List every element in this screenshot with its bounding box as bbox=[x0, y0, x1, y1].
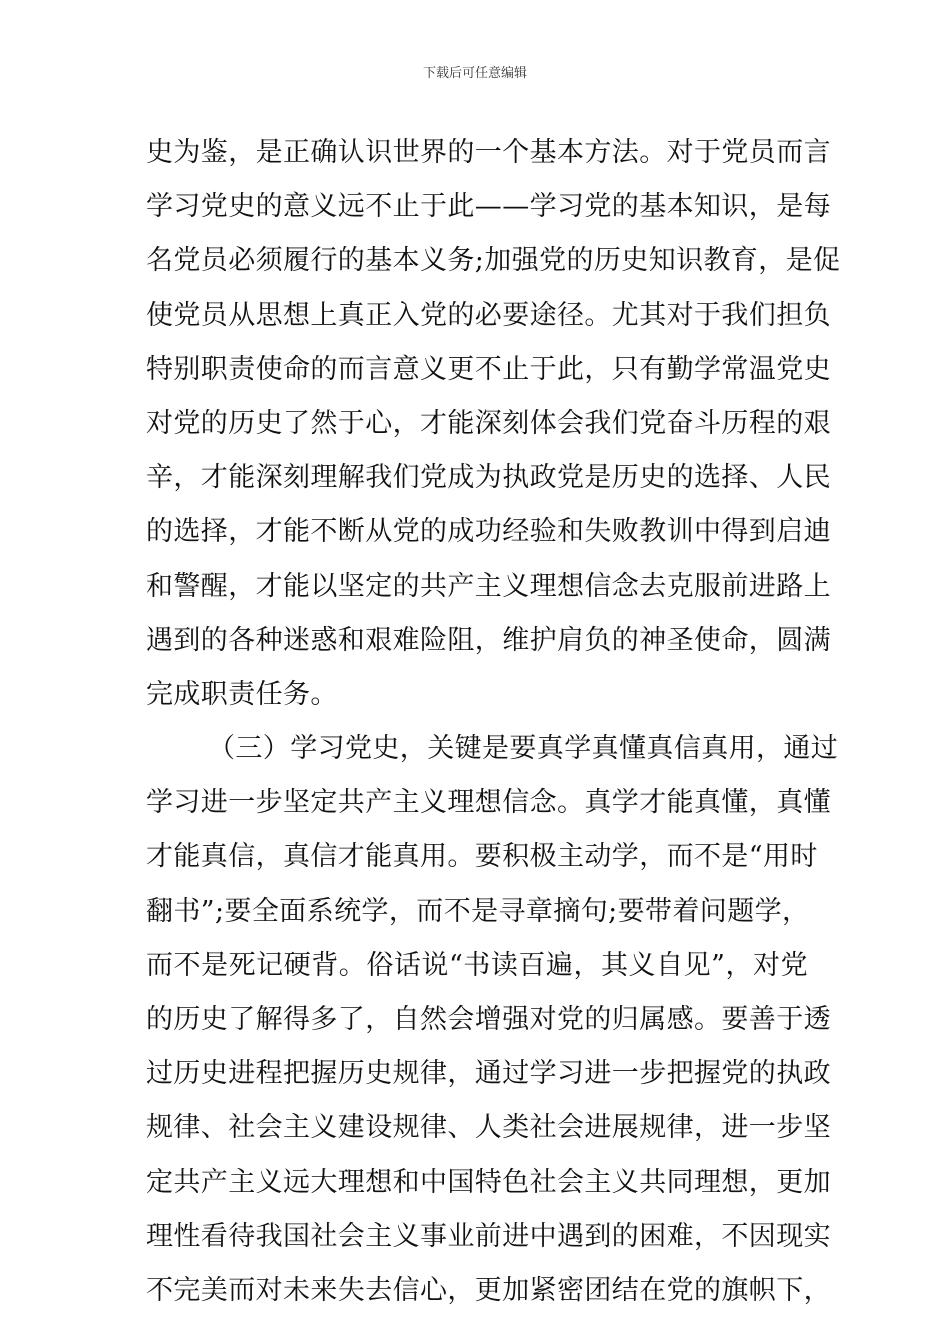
text-line: 对党的历史了然于心，才能深刻体会我们党奋斗历程的艰 bbox=[146, 407, 831, 439]
text-line: 学习进一步坚定共产主义理想信念。真学才能真懂，真懂 bbox=[146, 787, 831, 819]
text-line: 完成职责任务。 bbox=[146, 678, 338, 710]
document-body bbox=[146, 126, 841, 1318]
text-line: 学习党史的意义远不止于此——学习党的基本知识，是每 bbox=[146, 191, 831, 223]
text-line: 定共产主义远大理想和中国特色社会主义共同理想，更加 bbox=[146, 1166, 831, 1198]
text-line: 遇到的各种迷惑和艰难险阻，维护肩负的神圣使命，圆满 bbox=[146, 624, 831, 656]
paragraph bbox=[146, 126, 841, 722]
text-line: 的历史了解得多了，自然会增强对党的归属感。要善于透 bbox=[146, 1004, 831, 1035]
text-line: 的选择，才能不断从党的成功经验和失败教训中得到启迪 bbox=[146, 516, 831, 548]
text-line: （三）学习党史，关键是要真学真懂真信真用，通过 bbox=[208, 733, 839, 765]
text-line: 不完美而对未来失去信心，更加紧密团结在党的旗帜下， bbox=[146, 1274, 831, 1306]
text-line: 特别职责使命的而言意义更不止于此，只有勤学常温党史 bbox=[146, 353, 831, 385]
page-header: 下载后可任意编辑 bbox=[422, 66, 527, 81]
text-line: 而不是死记硬背。俗话说“书读百遍，其义自见”，对党 bbox=[146, 949, 808, 981]
text-line: 名党员必须履行的基本义务;加强党的历史知识教育，是促 bbox=[146, 245, 841, 277]
text-line: 过历史进程把握历史规律，通过学习进一步把握党的执政 bbox=[146, 1058, 831, 1090]
text-line: 才能真信，真信才能真用。要积极主动学，而不是“用时 bbox=[146, 841, 818, 873]
text-line: 理性看待我国社会主义事业前进中遇到的困难，不因现实 bbox=[146, 1220, 831, 1252]
paragraph bbox=[146, 722, 839, 1318]
text-line: 使党员从思想上真正入党的必要途径。尤其对于我们担负 bbox=[146, 299, 831, 331]
text-line: 辛，才能深刻理解我们党成为执政党是历史的选择、人民 bbox=[146, 462, 831, 494]
text-line: 翻书”;要全面系统学，而不是寻章摘句;要带着问题学， bbox=[146, 895, 810, 927]
text-line: 史为鉴，是正确认识世界的一个基本方法。对于党员而言 bbox=[146, 137, 831, 168]
text-line: 规律、社会主义建设规律、人类社会进展规律，进一步坚 bbox=[146, 1112, 831, 1144]
text-line: 和警醒，才能以坚定的共产主义理想信念去克服前进路上 bbox=[146, 570, 831, 602]
